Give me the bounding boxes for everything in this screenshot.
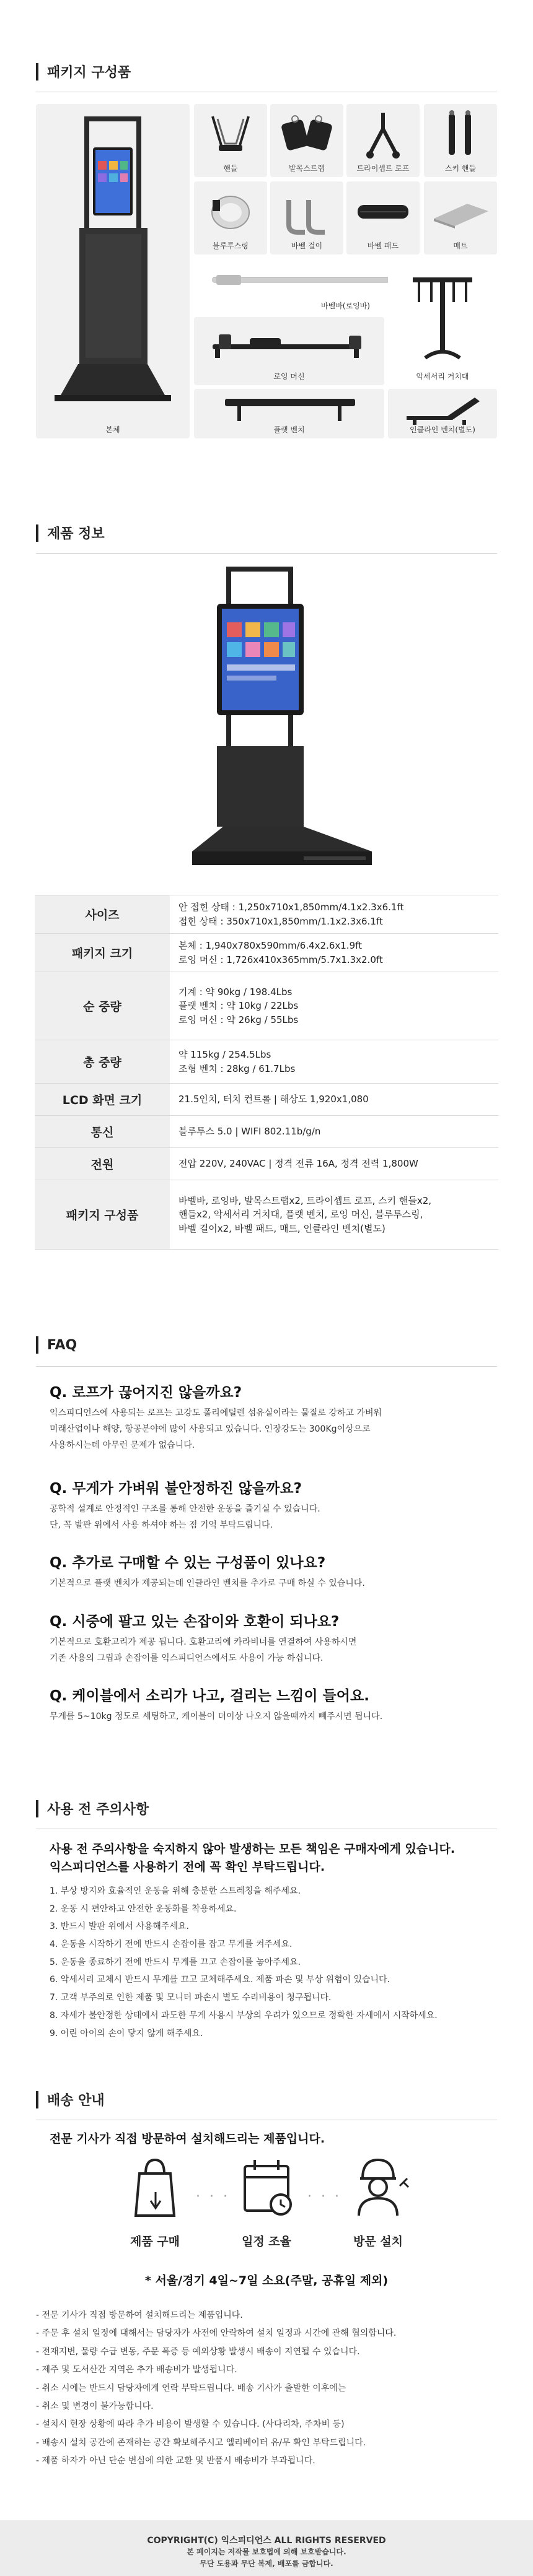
spec-row: 전원 전압 220V, 240VAC | 정격 전류 16A, 정격 전력 1,800W xyxy=(35,1148,498,1180)
list-item: - 제주 및 도서산간 지역은 추가 배송비가 발생됩니다. xyxy=(36,2361,495,2379)
faq-question: Q. 시중에 팔고 있는 손잡이와 호환이 되나요? xyxy=(50,1614,340,1630)
package-item-bluetooth: 블루투스링 xyxy=(194,181,267,255)
package-item-label: 본체 xyxy=(105,425,120,434)
list-item: 4. 운동을 시작하기 전에 반드시 손잡이를 잡고 무게를 켜주세요. xyxy=(50,1939,293,1950)
mat-image xyxy=(424,181,497,241)
faq-question: Q. 무게가 가벼워 불안정하진 않을까요? xyxy=(50,1481,302,1497)
footer-line: 본 페이지는 저작물 보호법에 의해 보호받습니다. xyxy=(187,2548,346,2556)
incline-bench-image xyxy=(388,389,497,426)
list-item: - 전재지변, 물량 수급 변동, 주문 폭증 등 예외상황 발생시 배송이 지연될 수 있습니다. xyxy=(36,2343,495,2361)
notice-lead: 사용 전 주의사항을 숙지하지 않아 발생하는 모든 책임은 구매자에게 있습니다. 익스피디언스를 사용하기 전에 꼭 확인 부탁드립니다. xyxy=(50,1842,456,1874)
divider xyxy=(36,1366,497,1367)
package-item-incline: 인클라인 벤치(별도) xyxy=(388,389,497,438)
delivery-note: * 서울/경기 4일~7일 소요(주말, 공휴일 제외) xyxy=(144,2274,389,2287)
package-item-handle: 핸들 xyxy=(194,104,267,177)
step-install: 방문 설치 xyxy=(338,2149,418,2226)
list-item: - 제품 하자가 아닌 단순 변심에 의한 교환 및 반품시 배송비가 부과됩니다. xyxy=(36,2452,495,2470)
list-item: 9. 어린 아이의 손이 닿지 않게 해주세요. xyxy=(50,2028,203,2039)
tricep-rope-image xyxy=(346,104,420,163)
rowing-machine-image xyxy=(194,317,384,373)
package-item-hook: 바벨 걸이 xyxy=(270,181,343,255)
list-item: 3. 반드시 발판 위에서 사용해주세요. xyxy=(50,1921,189,1932)
package-item-tricep: 트라이셉트 로프 xyxy=(346,104,420,177)
faq-question: Q. 로프가 끊어지진 않을까요? xyxy=(50,1385,242,1401)
notice-title: 사용 전 주의사항 xyxy=(47,1802,149,1817)
flat-bench-image xyxy=(194,389,384,426)
list-item: 6. 악세서리 교체시 반드시 무게를 끄고 교체해주세요. 제품 파손 및 부상 위험이 있습니다. xyxy=(50,1975,390,1985)
package-item-rack: 악세서리 거치대 xyxy=(388,259,497,385)
list-item: - 취소 및 변경이 불가능합니다. xyxy=(36,2398,495,2416)
package-section-header xyxy=(36,62,131,81)
footer xyxy=(0,2520,533,2576)
delivery-lead: 전문 기사가 직접 방문하여 설치해드리는 제품입니다. xyxy=(50,2132,325,2146)
divider xyxy=(36,553,497,554)
notice-section-header xyxy=(36,1799,149,1818)
main-unit-image xyxy=(36,104,190,420)
bluetooth-ring-image xyxy=(194,181,267,241)
list-item: 7. 고객 부주의로 인한 제품 및 모니터 파손시 별도 수리비용이 청구됩니다. xyxy=(50,1993,332,2003)
ankle-strap-image xyxy=(270,104,343,163)
faq-title: FAQ xyxy=(47,1337,77,1353)
list-item: - 설치시 현장 상황에 따라 추가 비용이 발생할 수 있습니다. (사다리차, 주차비 등) xyxy=(36,2416,495,2434)
faq-answer: 기본적으로 플랫 벤치가 제공되는데 인클라인 벤치를 추가로 구매 하실 수 있습니다. xyxy=(50,1578,365,1588)
list-item: 1. 부상 방지와 효율적인 운동을 위해 충분한 스트레칭을 해주세요. xyxy=(50,1886,301,1896)
spec-row: 사이즈 안 접힌 상태 : 1,250x710x1,850mm/4.1x2.3x6.1ft 접힌 상태 : 350x710x1,850mm/1.1x2.3x6.1ft xyxy=(35,895,498,934)
list-item: - 전문 기사가 직접 방문하여 설치해드리는 제품입니다. xyxy=(36,2307,495,2325)
list-item: 8. 자세가 불안정한 상태에서 과도한 무게 사용시 부상의 우려가 있으므로 정확한 자세에서 시작하세요. xyxy=(50,2010,438,2021)
list-item: - 주문 후 설치 일정에 대해서는 담당자가 사전에 안락하여 설치 일정과 시간에 관해 협의합니다. xyxy=(36,2325,495,2343)
faq-answer: 무게를 5~10kg 정도로 세팅하고, 케이블이 더이상 나오지 않을때까지 빼주시면 됩니다. xyxy=(50,1712,383,1721)
list-item: - 배송시 설치 공간에 존재하는 공간 확보해주시고 엘리베이터 유/무 확인 부탁드립니다. xyxy=(36,2434,495,2452)
package-item-pad: 바벨 패드 xyxy=(346,181,420,255)
package-item-bench: 플랫 벤치 xyxy=(194,389,384,438)
faq-question: Q. 케이블에서 소리가 나고, 걸리는 느낌이 들어요. xyxy=(50,1688,369,1704)
product-image xyxy=(99,560,434,882)
package-item-mat: 매트 xyxy=(424,181,497,255)
spec-row: 통신 블루투스 5.0 | WIFI 802.11b/g/n xyxy=(35,1116,498,1148)
ski-handle-image xyxy=(424,104,497,163)
barbell-hook-image xyxy=(270,181,343,241)
list-item: - 취소 시에는 반드시 담당자에게 연락 부탁드립니다. 배송 기사가 출발한 이후에는 xyxy=(36,2380,495,2398)
step-arrow: · · · xyxy=(307,2189,341,2204)
faq-answer: 기본적으로 호환고리가 제공 됩니다. 호환고리에 카라비너를 연결하여 사용하시면 기존 사용의 그립과 손잡이를 익스피디언스에서도 사용이 가능 하십니다. xyxy=(50,1637,357,1663)
package-item-barbell: 바벨바(로잉바) xyxy=(194,259,497,313)
package-item-ski: 스키 핸들 xyxy=(424,104,497,177)
package-item-main xyxy=(36,104,190,438)
package-title: 패키지 구성품 xyxy=(47,65,131,80)
faq-question: Q. 추가로 구매할 수 있는 구성품이 있나요? xyxy=(50,1555,326,1571)
list-item: 2. 운동 시 편안하고 안전한 운동화를 착용하세요. xyxy=(50,1904,237,1914)
info-title: 제품 정보 xyxy=(47,526,105,542)
delivery-title: 배송 안내 xyxy=(47,2093,105,2108)
barbell-pad-image xyxy=(346,181,420,241)
package-item-ankle: 발목스트랩 xyxy=(270,104,343,177)
spec-row: 패키지 구성품 바벨바, 로잉바, 발목스트랩x2, 트라이셉트 로프, 스키 핸들x2, 핸들x2, 악세서리 거치대, 플랫 벤치, 로잉 머신, 블루투스링, 바벨 걸이x2, 바벨 패드, 매트, 인클라인 벤치(별도) xyxy=(35,1180,498,1250)
footer-line: 무단 도용과 무단 복제, 배포를 금합니다. xyxy=(200,2559,333,2569)
step-arrow: · · · xyxy=(196,2189,230,2204)
copyright: COPYRIGHT(C) 익스피디언스 ALL RIGHTS RESERVED xyxy=(147,2536,386,2546)
handle-image xyxy=(194,104,267,163)
list-item: 5. 운동을 종료하기 전에 반드시 무게를 끄고 손잡이를 놓아주세요. xyxy=(50,1957,301,1967)
calendar-icon xyxy=(226,2149,307,2223)
spec-row: 순 중량 기계 : 약 90kg / 198.4Lbs 플랫 벤치 : 약 10kg / 22Lbs 로잉 머신 : 약 26kg / 55Lbs xyxy=(35,972,498,1040)
step-schedule: 일정 조율 xyxy=(226,2149,307,2226)
shopping-bag-icon xyxy=(115,2149,195,2223)
info-section-header xyxy=(36,523,105,542)
accessory-rack-image xyxy=(388,259,497,370)
technician-icon xyxy=(338,2149,418,2223)
spec-row: 패키지 크기 본체 : 1,940x780x590mm/6.4x2.6x1.9ft 로잉 머신 : 1,726x410x365mm/5.7x1.3x2.0ft xyxy=(35,934,498,972)
spec-row: LCD 화면 크기 21.5인치, 터치 컨트롤 | 해상도 1,920x1,080 xyxy=(35,1084,498,1116)
package-item-rowing: 로잉 머신 xyxy=(194,317,384,385)
spec-table xyxy=(35,895,498,1250)
spec-row: 총 중량 약 115kg / 254.5Lbs 조형 벤치 : 28kg / 61.7Lbs xyxy=(35,1040,498,1084)
faq-answer: 익스피디언스에 사용되는 로프는 고강도 폴리에틸렌 섬유실이라는 물질로 강하고 가벼워 미래산업이나 해양, 항공분야에 많이 사용되고 있습니다. 인장강도는 300Kg이상으로 사용하시는데 아무런 문제가 없습니다. xyxy=(50,1408,382,1450)
faq-answer: 공학적 설계로 안정적인 구조를 통해 안전한 운동을 즐기실 수 있습니다. 단, 꼭 발판 위에서 사용 하셔야 하는 점 기억 부탁드립니다. xyxy=(50,1504,320,1530)
delivery-list xyxy=(36,2307,495,2471)
step-purchase: 제품 구매 xyxy=(115,2149,195,2226)
delivery-section-header xyxy=(36,2090,105,2109)
faq-section-header xyxy=(36,1336,77,1354)
notice-list xyxy=(50,1882,496,2042)
